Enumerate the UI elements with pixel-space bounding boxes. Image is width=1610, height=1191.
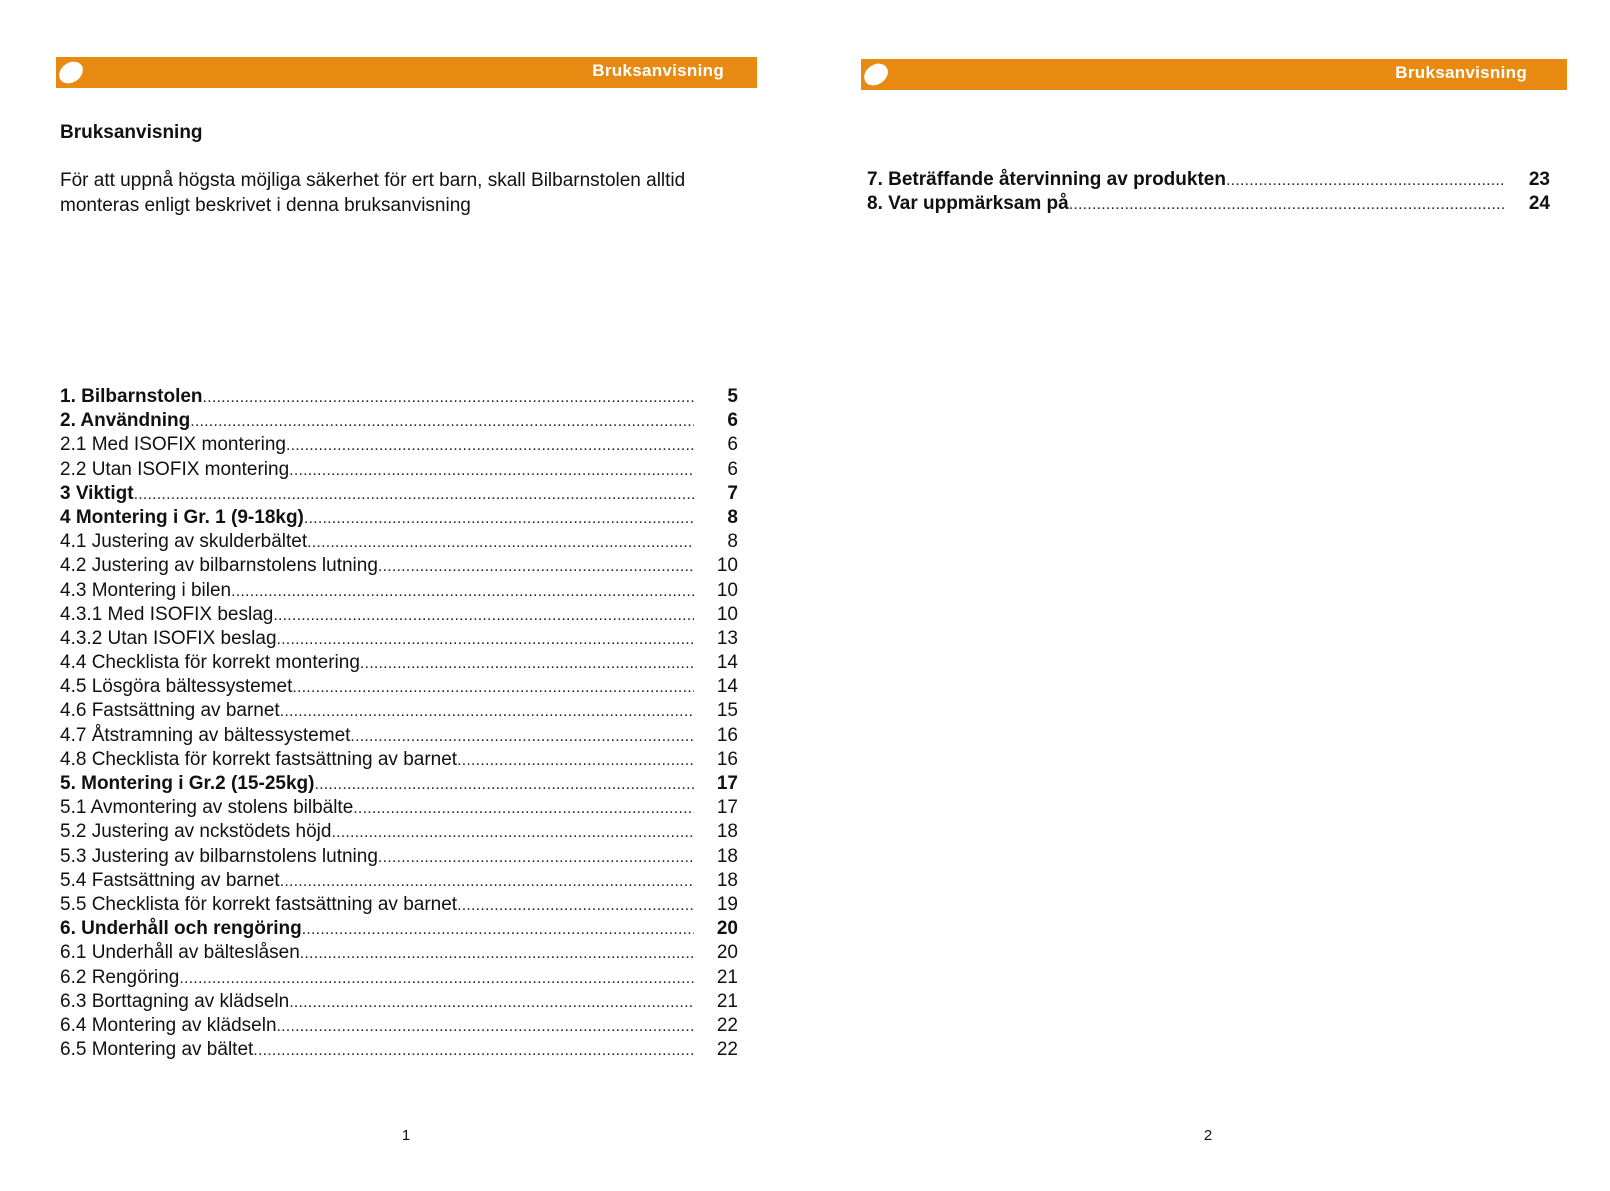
- toc-entry-page: 7: [727, 482, 738, 504]
- toc-entry-page: 10: [716, 555, 738, 577]
- page-heading: Bruksanvisning: [60, 122, 203, 143]
- toc-dot-leader: [350, 728, 694, 746]
- toc-entry[interactable]: [60, 604, 738, 628]
- toc-dot-leader: [134, 486, 694, 504]
- toc-dot-leader: [286, 437, 694, 455]
- toc-entry[interactable]: [60, 628, 738, 652]
- toc-entry[interactable]: [60, 725, 738, 749]
- toc-entry[interactable]: [60, 821, 738, 845]
- toc-entry[interactable]: [60, 991, 738, 1015]
- toc-entry-page: 16: [716, 748, 738, 770]
- toc-entry-page: 21: [716, 966, 738, 988]
- toc-entry-label: 2.1 Med ISOFIX montering: [60, 434, 286, 456]
- intro-text: För att uppnå högsta möjliga säkerhet för ert barn, skall Bilbarnstolen alltid monteras enligt beskrivet i denna bruksanvisning: [60, 170, 686, 216]
- page-number: 1: [401, 1127, 411, 1144]
- toc-entry-page: 21: [716, 990, 738, 1012]
- table-of-contents: [867, 169, 1550, 217]
- toc-entry[interactable]: [60, 410, 738, 434]
- toc-entry-label: 4.8 Checklista för korrekt fastsättning av barnet: [60, 748, 458, 770]
- toc-entry-label: 2. Användning: [60, 410, 191, 432]
- toc-dot-leader: [277, 1018, 694, 1036]
- toc-dot-leader: [1069, 196, 1506, 214]
- toc-entry[interactable]: [60, 749, 738, 773]
- toc-entry[interactable]: [60, 676, 738, 700]
- toc-dot-leader: [331, 824, 694, 842]
- toc-dot-leader: [280, 873, 694, 891]
- toc-entry-label: 3 Viktigt: [60, 482, 134, 504]
- toc-entry-label: 5.4 Fastsättning av barnet: [60, 869, 280, 891]
- toc-entry-label: 8. Var uppmärksam på: [867, 193, 1069, 215]
- toc-entry-page: 15: [716, 700, 738, 722]
- toc-dot-leader: [302, 921, 694, 939]
- toc-dot-leader: [378, 849, 694, 867]
- toc-entry-label: 5.3 Justering av bilbarnstolens lutning: [60, 845, 378, 867]
- toc-dot-leader: [273, 607, 694, 625]
- toc-entry-label: 5.5 Checklista för korrekt fastsättning av barnet: [60, 893, 458, 915]
- leaf-oval-icon: [859, 57, 893, 92]
- header-banner: [861, 59, 1567, 90]
- right-page: [805, 0, 1610, 1191]
- table-of-contents: [60, 386, 738, 1063]
- toc-entry-label: 7. Beträffande återvinning av produkten: [867, 169, 1226, 190]
- toc-entry-page: 16: [716, 724, 738, 746]
- toc-entry[interactable]: [60, 918, 738, 942]
- toc-dot-leader: [289, 994, 694, 1012]
- toc-entry-label: 1. Bilbarnstolen: [60, 386, 203, 407]
- toc-entry[interactable]: [60, 386, 738, 410]
- toc-entry-page: 10: [716, 579, 738, 601]
- toc-entry-label: 6. Underhåll och rengöring: [60, 918, 302, 940]
- toc-entry-page: 8: [727, 506, 738, 528]
- toc-entry-label: 6.3 Borttagning av klädseln: [60, 990, 290, 1012]
- toc-entry-page: 18: [716, 821, 738, 843]
- toc-dot-leader: [378, 558, 694, 576]
- toc-entry-page: 22: [716, 1014, 738, 1036]
- toc-entry-label: 6.2 Rengöring: [60, 966, 180, 988]
- toc-entry-page: 14: [716, 652, 738, 674]
- toc-dot-leader: [353, 800, 694, 818]
- toc-entry[interactable]: [867, 169, 1550, 193]
- toc-entry-page: 14: [716, 676, 738, 698]
- toc-entry-label: 4.3.2 Utan ISOFIX beslag: [60, 627, 277, 649]
- toc-entry-label: 4.1 Justering av skulderbältet: [60, 531, 308, 553]
- toc-entry-page: 20: [716, 942, 738, 964]
- toc-entry-page: 24: [1528, 193, 1550, 215]
- toc-dot-leader: [457, 752, 694, 770]
- header-banner: [56, 57, 757, 88]
- toc-entry[interactable]: [60, 1039, 738, 1063]
- toc-entry[interactable]: [60, 967, 738, 991]
- toc-entry[interactable]: [60, 894, 738, 918]
- toc-entry-label: 4.7 Åtstramning av bältessystemet: [60, 724, 351, 746]
- toc-entry[interactable]: [60, 773, 738, 797]
- toc-dot-leader: [280, 703, 694, 721]
- toc-entry[interactable]: [60, 507, 738, 531]
- toc-entry-label: 5.1 Avmontering av stolens bilbälte: [60, 797, 354, 819]
- toc-dot-leader: [289, 462, 694, 480]
- toc-entry[interactable]: [60, 942, 738, 966]
- toc-entry-page: 17: [716, 797, 738, 819]
- page-number: 2: [1203, 1127, 1213, 1144]
- toc-entry-label: 4.3.1 Med ISOFIX beslag: [60, 603, 274, 625]
- toc-entry-label: 6.1 Underhåll av bälteslåsen: [60, 942, 300, 964]
- toc-entry[interactable]: [60, 870, 738, 894]
- toc-dot-leader: [203, 389, 694, 407]
- toc-entry[interactable]: [60, 797, 738, 821]
- toc-entry[interactable]: [867, 193, 1550, 217]
- toc-entry-page: 13: [716, 627, 738, 649]
- toc-entry-page: 18: [716, 869, 738, 891]
- toc-dot-leader: [314, 776, 694, 794]
- toc-entry[interactable]: [60, 846, 738, 870]
- toc-entry[interactable]: [60, 531, 738, 555]
- toc-entry-label: 5.2 Justering av nckstödets höjd: [60, 821, 332, 843]
- toc-entry[interactable]: [60, 1015, 738, 1039]
- toc-entry-label: 6.4 Montering av klädseln: [60, 1014, 277, 1036]
- toc-dot-leader: [253, 1042, 694, 1060]
- toc-dot-leader: [190, 413, 694, 431]
- toc-entry-label: 4 Montering i Gr. 1 (9-18kg): [60, 506, 304, 528]
- banner-title: Bruksanvisning: [592, 61, 724, 80]
- banner-title: Bruksanvisning: [1395, 63, 1527, 82]
- toc-entry-label: 6.5 Montering av bältet: [60, 1039, 254, 1061]
- toc-dot-leader: [1226, 172, 1506, 190]
- toc-entry[interactable]: [60, 555, 738, 579]
- toc-entry[interactable]: [60, 483, 738, 507]
- toc-dot-leader: [277, 631, 694, 649]
- toc-entry-page: 22: [716, 1039, 738, 1061]
- toc-entry-page: 23: [1528, 169, 1550, 190]
- toc-dot-leader: [179, 970, 694, 988]
- toc-entry-label: 4.6 Fastsättning av barnet: [60, 700, 280, 722]
- toc-entry-page: 8: [727, 531, 738, 553]
- toc-dot-leader: [300, 945, 694, 963]
- toc-dot-leader: [457, 897, 694, 915]
- toc-entry-page: 18: [716, 845, 738, 867]
- toc-dot-leader: [304, 510, 694, 528]
- toc-entry-page: 6: [727, 434, 738, 456]
- toc-entry-page: 10: [716, 603, 738, 625]
- toc-entry-label: 4.2 Justering av bilbarnstolens lutning: [60, 555, 378, 577]
- toc-dot-leader: [231, 583, 694, 601]
- toc-entry-page: 6: [727, 458, 738, 480]
- toc-dot-leader: [292, 679, 694, 697]
- toc-entry-page: 20: [716, 918, 738, 940]
- toc-entry[interactable]: [60, 459, 738, 483]
- toc-entry[interactable]: [60, 434, 738, 458]
- toc-entry[interactable]: [60, 580, 738, 604]
- toc-entry[interactable]: [60, 652, 738, 676]
- toc-dot-leader: [307, 534, 694, 552]
- toc-entry-page: 5: [727, 386, 738, 407]
- toc-entry-label: 2.2 Utan ISOFIX montering: [60, 458, 290, 480]
- toc-entry-label: 4.3 Montering i bilen: [60, 579, 232, 601]
- toc-entry[interactable]: [60, 700, 738, 724]
- toc-entry-label: 4.4 Checklista för korrekt montering: [60, 652, 360, 674]
- toc-entry-page: 6: [727, 410, 738, 432]
- toc-entry-label: 4.5 Lösgöra bältessystemet: [60, 676, 293, 698]
- toc-entry-label: 5. Montering i Gr.2 (15-25kg): [60, 773, 315, 794]
- toc-entry-page: 19: [716, 893, 738, 915]
- toc-entry-page: 17: [716, 773, 738, 794]
- toc-dot-leader: [360, 655, 694, 673]
- leaf-oval-icon: [54, 55, 88, 90]
